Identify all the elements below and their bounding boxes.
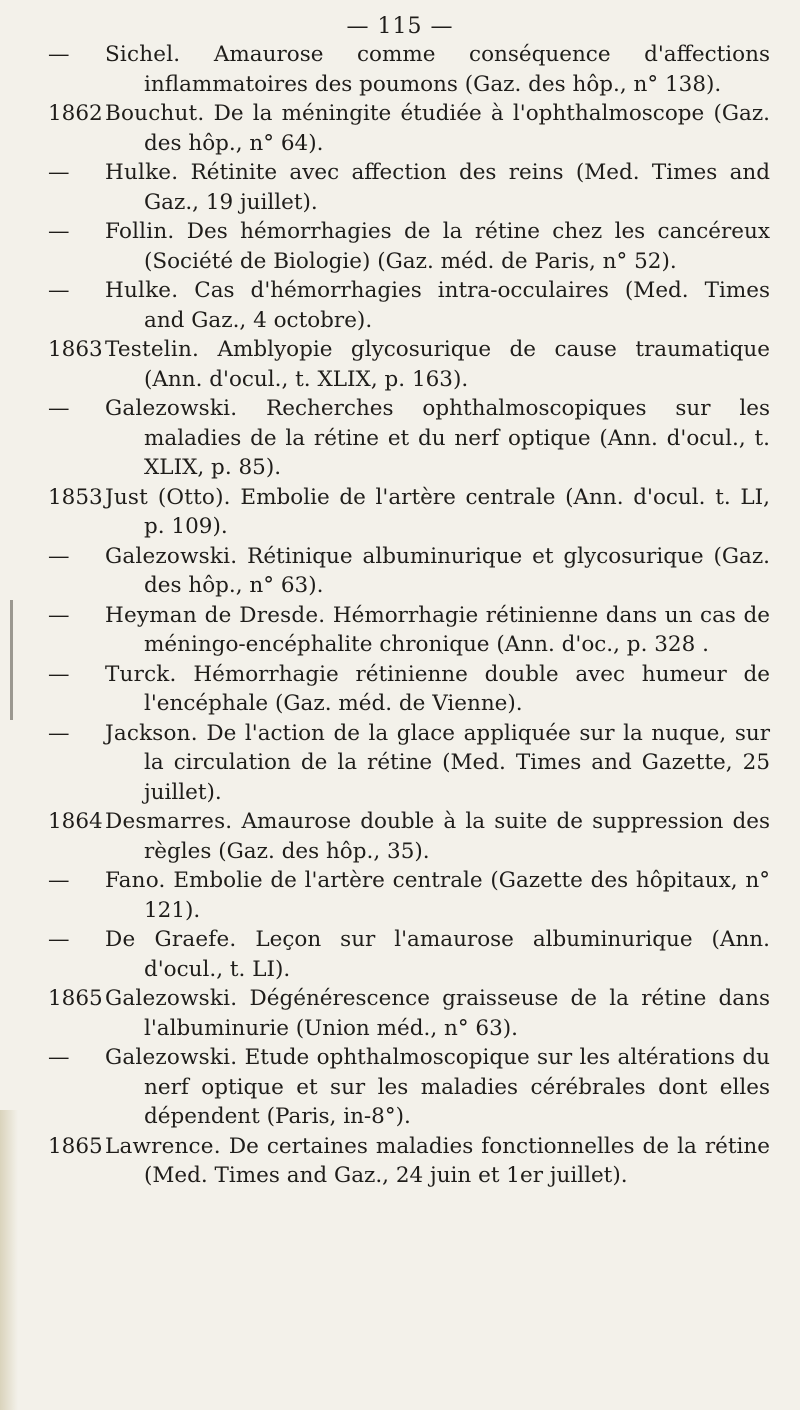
entry-year: 1865 xyxy=(48,986,103,1011)
entry-year: — xyxy=(48,661,70,687)
bibliography-entry xyxy=(48,925,770,984)
bibliography-entry xyxy=(48,335,770,394)
entry-author: Fano. xyxy=(105,868,166,893)
entry-text: Rétinique albuminurique et glycosurique (Gaz. des hôp., n° 63). xyxy=(144,543,770,598)
bibliography-list xyxy=(48,40,770,1191)
page-edge-stain xyxy=(0,1110,18,1410)
entry-author: Follin. xyxy=(105,219,175,244)
bibliography-entry xyxy=(48,807,770,866)
margin-mark xyxy=(10,600,13,720)
bibliography-entry xyxy=(48,1132,770,1191)
entry-text: Amblyopie glycosurique de cause traumatique (Ann. d'ocul., t. XLIX, p. 163). xyxy=(144,337,770,392)
entry-year: — xyxy=(48,720,70,746)
entry-author: Desmarres. xyxy=(105,809,233,834)
entry-year: 1864 xyxy=(48,809,103,834)
entry-text: De l'action de la glace appliquée sur la nuque, sur la circulation de la rétine (Med. Times and Gazette, 25 juillet). xyxy=(144,720,770,805)
entry-text: Amaurose double à la suite de suppression des règles (Gaz. des hôp., 35). xyxy=(144,809,770,864)
entry-year: — xyxy=(48,602,70,628)
entry-author: Bouchut. xyxy=(105,101,205,126)
bibliography-entry xyxy=(48,542,770,601)
entry-year: — xyxy=(48,42,70,67)
entry-author: Testelin. xyxy=(105,337,200,362)
entry-year: — xyxy=(48,1045,70,1070)
entry-author: Heyman de Dresde. xyxy=(105,602,326,628)
entry-text: Embolie de l'artère centrale (Gazette des hôpitaux, n° 121). xyxy=(144,868,770,923)
entry-text: Rétinite avec affection des reins (Med. Times and Gaz., 19 juillet). xyxy=(144,160,770,215)
bibliography-entry xyxy=(48,984,770,1043)
bibliography-entry xyxy=(48,217,770,276)
entry-author: Jackson. xyxy=(105,720,198,746)
entry-text: Leçon sur l'amaurose albuminurique (Ann. d'ocul., t. LI). xyxy=(144,927,770,982)
entry-year: — xyxy=(48,278,70,303)
entry-text: Etude ophthalmoscopique sur les altérations du nerf optique et sur les maladies cérébrales dont elles dépendent (Paris, in-8°). xyxy=(144,1045,770,1129)
entry-author: Galezowski. xyxy=(105,1045,238,1070)
entry-year: — xyxy=(48,927,70,952)
entry-year: — xyxy=(48,396,70,421)
bibliography-entry xyxy=(48,276,770,335)
bibliography-entry xyxy=(48,99,770,158)
bibliography-entry xyxy=(48,40,770,99)
page-number: — 115 — xyxy=(346,14,454,39)
entry-year: — xyxy=(48,219,70,244)
bibliography-entry xyxy=(48,866,770,925)
entry-author: Hulke. xyxy=(105,278,179,303)
entry-year: — xyxy=(48,160,70,185)
entry-text: Hémorrhagie rétinienne dans un cas de méningo-encéphalite chronique (Ann. d'oc., p. 328 . xyxy=(144,602,770,657)
entry-year: 1865 xyxy=(48,1133,103,1159)
bibliography-entry xyxy=(48,660,770,719)
bibliography-entry xyxy=(48,601,770,660)
bibliography-entry xyxy=(48,158,770,217)
entry-text: Des hémorrhagies de la rétine chez les cancéreux (Société de Biologie) (Gaz. méd. de Paris, n° 52). xyxy=(144,219,770,274)
entry-author: Lawrence. xyxy=(105,1133,221,1159)
entry-year: — xyxy=(48,868,70,893)
entry-text: Amaurose comme conséquence d'affections inflammatoires des poumons (Gaz. des hôp., n° 138). xyxy=(144,42,770,97)
entry-author: Hulke. xyxy=(105,160,179,185)
bibliography-entry xyxy=(48,719,770,808)
bibliography-entry xyxy=(48,1043,770,1132)
entry-text: Hémorrhagie rétinienne double avec humeur de l'encéphale (Gaz. méd. de Vienne). xyxy=(144,661,770,716)
entry-author: Just (Otto). xyxy=(105,484,231,510)
entry-text: De certaines maladies fonctionnelles de la rétine (Med. Times and Gaz., 24 juin et 1er juillet). xyxy=(144,1133,770,1188)
entry-author: Sichel. xyxy=(105,42,181,67)
entry-author: Galezowski. xyxy=(105,986,238,1011)
entry-author: Turck. xyxy=(105,661,177,687)
entry-text: Recherches ophthalmoscopiques sur les maladies de la rétine et du nerf optique (Ann. d'ocul., t. XLIX, p. 85). xyxy=(144,396,770,480)
bibliography-entry xyxy=(48,394,770,483)
entry-year: 1862 xyxy=(48,101,103,126)
entry-year: 1853 xyxy=(48,484,103,510)
entry-text: De la méningite étudiée à l'ophthalmoscope (Gaz. des hôp., n° 64). xyxy=(144,101,770,156)
entry-year: — xyxy=(48,543,70,569)
bibliography-entry xyxy=(48,483,770,542)
entry-text: Cas d'hémorrhagies intra-occulaires (Med. Times and Gaz., 4 octobre). xyxy=(144,278,770,333)
entry-author: De Graefe. xyxy=(105,927,237,952)
entry-author: Galezowski. xyxy=(105,396,238,421)
entry-text: Dégénérescence graisseuse de la rétine dans l'albuminurie (Union méd., n° 63). xyxy=(144,986,770,1041)
entry-author: Galezowski. xyxy=(105,543,238,569)
entry-text: Embolie de l'artère centrale (Ann. d'ocul. t. LI, p. 109). xyxy=(144,484,770,539)
entry-year: 1863 xyxy=(48,337,103,362)
